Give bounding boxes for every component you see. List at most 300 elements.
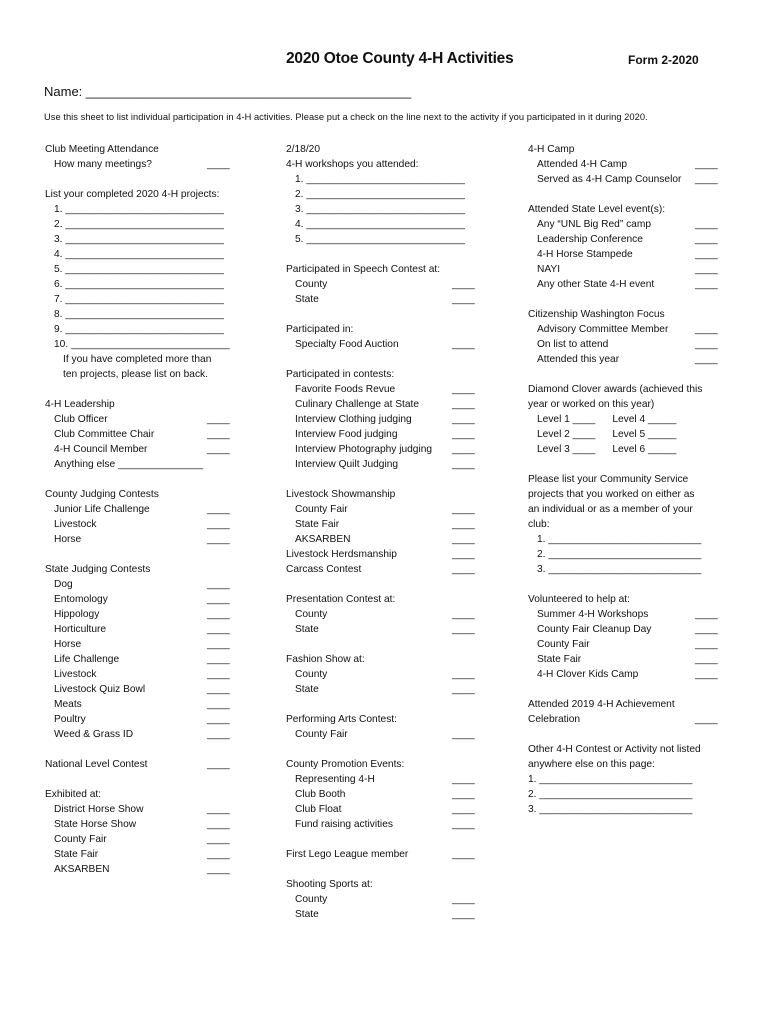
line-label: 2. ___________________________	[528, 789, 693, 800]
line-label: List your completed 2020 4-H projects:	[45, 189, 220, 200]
form-line	[286, 532, 496, 547]
form-line	[45, 427, 245, 442]
form-line	[286, 202, 496, 217]
form-line	[528, 562, 728, 577]
line-label: 4-H Camp	[528, 144, 575, 155]
line-label: AKSARBEN	[54, 864, 110, 875]
line-label: 4-H Clover Kids Camp	[537, 669, 639, 680]
check-line[interactable]: ____	[695, 264, 718, 275]
line-label: Level 1 ____ Level 4 _____	[537, 414, 677, 425]
name-field[interactable]: Name: _____________________________________________	[44, 84, 412, 99]
line-label: Club Meeting Attendance	[45, 144, 159, 155]
check-line[interactable]: ____	[207, 594, 230, 605]
check-line[interactable]: ____	[452, 294, 475, 305]
form-line	[286, 607, 496, 622]
line-label: Fashion Show at:	[286, 654, 365, 665]
line-label: 3. ___________________________	[537, 564, 702, 575]
line-label: County	[295, 279, 328, 290]
line-label: Representing 4-H	[295, 774, 375, 785]
check-line[interactable]: ____	[207, 159, 230, 170]
line-label: Carcass Contest	[286, 564, 362, 575]
line-label: Served as 4-H Camp Counselor	[537, 174, 682, 185]
line-label: 2/18/20	[286, 144, 320, 155]
line-label: 4-H Leadership	[45, 399, 115, 410]
form-line	[45, 847, 245, 862]
spacer	[528, 727, 728, 742]
line-label: County	[295, 609, 328, 620]
check-line[interactable]: ____	[207, 819, 230, 830]
form-line	[528, 652, 728, 667]
spacer	[45, 472, 245, 487]
spacer	[286, 832, 496, 847]
line-label: State	[295, 294, 319, 305]
form-line	[528, 502, 728, 517]
line-label: Poultry	[54, 714, 86, 725]
line-label: 1. ___________________________	[528, 774, 693, 785]
form-line	[286, 787, 496, 802]
form-line	[45, 142, 245, 157]
line-label: Leadership Conference	[537, 234, 643, 245]
check-line[interactable]: ____	[452, 384, 475, 395]
form-line	[286, 367, 496, 382]
check-line[interactable]: ____	[452, 444, 475, 455]
check-line[interactable]: ____	[207, 669, 230, 680]
check-line[interactable]: ____	[207, 624, 230, 635]
check-line[interactable]: ____	[452, 804, 475, 815]
spacer	[286, 352, 496, 367]
line-label: Entomology	[54, 594, 108, 605]
right-column	[528, 142, 728, 817]
line-label: Club Officer	[54, 414, 108, 425]
form-line	[286, 592, 496, 607]
line-label: Attended 4-H Camp	[537, 159, 628, 170]
line-label: Shooting Sports at:	[286, 879, 373, 890]
form-line	[45, 592, 245, 607]
line-label: Level 2 ____ Level 5 _____	[537, 429, 677, 440]
check-line[interactable]: ____	[207, 864, 230, 875]
form-line	[286, 397, 496, 412]
line-label: club:	[528, 519, 550, 530]
line-label: Presentation Contest at:	[286, 594, 396, 605]
line-label: Citizenship Washington Focus	[528, 309, 665, 320]
line-label: Any other State 4-H event	[537, 279, 655, 290]
form-line	[286, 847, 496, 862]
check-line[interactable]: ____	[452, 459, 475, 470]
form-line	[286, 232, 496, 247]
form-line	[45, 652, 245, 667]
check-line[interactable]: ____	[207, 609, 230, 620]
form-line	[528, 262, 728, 277]
check-line[interactable]: ____	[207, 729, 230, 740]
form-line	[45, 247, 245, 262]
form-line	[45, 277, 245, 292]
form-line	[45, 202, 245, 217]
line-label: 1. ____________________________	[295, 174, 465, 185]
check-line[interactable]: ____	[695, 159, 718, 170]
check-line[interactable]: ____	[452, 549, 475, 560]
form-line	[286, 487, 496, 502]
check-line[interactable]: ____	[207, 414, 230, 425]
line-label: 1. ___________________________	[537, 534, 702, 545]
form-line	[45, 517, 245, 532]
check-line[interactable]: ____	[207, 579, 230, 590]
line-label: 4-H Council Member	[54, 444, 148, 455]
form-line	[45, 637, 245, 652]
form-line	[528, 802, 728, 817]
line-label: State	[295, 684, 319, 695]
line-label: 1. ____________________________	[54, 204, 224, 215]
form-line	[45, 232, 245, 247]
line-label: projects that you worked on either as	[528, 489, 695, 500]
line-label: State	[295, 624, 319, 635]
check-line[interactable]: ____	[695, 639, 718, 650]
form-line	[528, 382, 728, 397]
form-line	[45, 757, 245, 772]
check-line[interactable]: ____	[695, 714, 718, 725]
check-line[interactable]: ____	[452, 849, 475, 860]
check-line[interactable]: ____	[452, 339, 475, 350]
check-line[interactable]: ____	[695, 324, 718, 335]
check-line[interactable]: ____	[695, 234, 718, 245]
check-line[interactable]: ____	[452, 399, 475, 410]
line-label: Attended this year	[537, 354, 620, 365]
check-line[interactable]: ____	[207, 519, 230, 530]
line-label: County Judging Contests	[45, 489, 159, 500]
form-line	[286, 667, 496, 682]
form-line	[286, 562, 496, 577]
line-label: Level 3 ____ Level 6 _____	[537, 444, 677, 455]
form-line	[528, 352, 728, 367]
check-line[interactable]: ____	[452, 519, 475, 530]
form-line	[45, 217, 245, 232]
form-line	[45, 562, 245, 577]
line-label: County Fair	[295, 729, 348, 740]
line-label: Livestock Quiz Bowl	[54, 684, 146, 695]
spacer	[286, 247, 496, 262]
spacer	[45, 742, 245, 757]
line-label: Diamond Clover awards (achieved this	[528, 384, 703, 395]
form-line	[286, 727, 496, 742]
form-line	[286, 412, 496, 427]
form-line	[528, 637, 728, 652]
form-line	[286, 907, 496, 922]
form-line	[45, 607, 245, 622]
form-line	[286, 337, 496, 352]
form-line	[45, 337, 245, 352]
spacer	[528, 187, 728, 202]
form-line	[45, 352, 245, 367]
check-line[interactable]: ____	[452, 564, 475, 575]
check-line[interactable]: ____	[695, 609, 718, 620]
check-line[interactable]: ____	[452, 534, 475, 545]
form-line	[528, 172, 728, 187]
line-label: Advisory Committee Member	[537, 324, 669, 335]
form-line	[286, 427, 496, 442]
form-line	[286, 187, 496, 202]
line-label: Culinary Challenge at State	[295, 399, 420, 410]
form-line	[45, 622, 245, 637]
line-label: State Horse Show	[54, 819, 137, 830]
form-line	[528, 427, 728, 442]
middle-column	[286, 142, 496, 922]
form-line	[528, 772, 728, 787]
check-line[interactable]: ____	[695, 249, 718, 260]
spacer	[45, 172, 245, 187]
line-label: an individual or as a member of your	[528, 504, 693, 515]
form-line	[528, 487, 728, 502]
form-line	[45, 397, 245, 412]
line-label: Participated in contests:	[286, 369, 395, 380]
check-line[interactable]: ____	[207, 804, 230, 815]
form-line	[45, 697, 245, 712]
form-line	[45, 667, 245, 682]
check-line[interactable]: ____	[695, 624, 718, 635]
line-label: Dog	[54, 579, 73, 590]
line-label: 3. ____________________________	[295, 204, 465, 215]
form-line	[286, 292, 496, 307]
check-line[interactable]: ____	[207, 534, 230, 545]
spacer	[286, 862, 496, 877]
line-label: 4. ____________________________	[54, 249, 224, 260]
line-label: On list to attend	[537, 339, 609, 350]
form-line	[45, 487, 245, 502]
line-label: 4-H workshops you attended:	[286, 159, 419, 170]
check-line[interactable]: ____	[452, 909, 475, 920]
form-line	[45, 787, 245, 802]
form-line	[528, 742, 728, 757]
check-line[interactable]: ____	[207, 834, 230, 845]
spacer	[286, 472, 496, 487]
check-line[interactable]: ____	[452, 609, 475, 620]
line-label: AKSARBEN	[295, 534, 351, 545]
line-label: Volunteered to help at:	[528, 594, 630, 605]
line-label: NAYI	[537, 264, 561, 275]
check-line[interactable]: ____	[452, 429, 475, 440]
line-label: Horse	[54, 534, 82, 545]
check-line[interactable]: ____	[207, 759, 230, 770]
form-line	[286, 652, 496, 667]
form-line	[45, 712, 245, 727]
check-line[interactable]: ____	[207, 714, 230, 725]
check-line[interactable]: ____	[452, 774, 475, 785]
line-label: Attended State Level event(s):	[528, 204, 666, 215]
form-line	[286, 442, 496, 457]
line-label: Horse	[54, 639, 82, 650]
line-label: 9. ____________________________	[54, 324, 224, 335]
check-line[interactable]: ____	[207, 444, 230, 455]
form-line	[286, 502, 496, 517]
check-line[interactable]: ____	[695, 219, 718, 230]
form-line	[528, 547, 728, 562]
line-label: State Fair	[537, 654, 582, 665]
line-label: Attended 2019 4-H Achievement	[528, 699, 675, 710]
line-label: Livestock Showmanship	[286, 489, 396, 500]
line-label: Interview Quilt Judging	[295, 459, 399, 470]
check-line[interactable]: ____	[695, 174, 718, 185]
line-label: Please list your Community Service	[528, 474, 689, 485]
line-label: Interview Food judging	[295, 429, 398, 440]
form-line	[528, 712, 728, 727]
spacer	[45, 382, 245, 397]
instructions: Use this sheet to list individual participation in 4-H activities. Please put a check on the line next to the activity if you participated in it during 2020.	[44, 112, 648, 122]
line-label: County	[295, 669, 328, 680]
line-label: Participated in:	[286, 324, 354, 335]
form-line	[45, 187, 245, 202]
line-label: Livestock	[54, 519, 97, 530]
check-line[interactable]: ____	[207, 654, 230, 665]
line-label: 6. ____________________________	[54, 279, 224, 290]
form-line	[286, 217, 496, 232]
line-label: Interview Photography judging	[295, 444, 433, 455]
check-line[interactable]: ____	[207, 684, 230, 695]
form-number: Form 2-2020	[628, 53, 699, 67]
form-line	[528, 337, 728, 352]
line-label: Specialty Food Auction	[295, 339, 399, 350]
line-label: 5. ____________________________	[54, 264, 224, 275]
line-label: National Level Contest	[45, 759, 148, 770]
form-line	[528, 622, 728, 637]
line-label: 4-H Horse Stampede	[537, 249, 633, 260]
form-line	[286, 802, 496, 817]
spacer	[286, 697, 496, 712]
check-line[interactable]: ____	[207, 849, 230, 860]
form-line	[286, 517, 496, 532]
line-label: 2. ____________________________	[54, 219, 224, 230]
form-line	[528, 667, 728, 682]
form-line	[528, 142, 728, 157]
check-line[interactable]: ____	[452, 414, 475, 425]
check-line[interactable]: ____	[452, 819, 475, 830]
check-line[interactable]: ____	[452, 624, 475, 635]
line-label: Club Committee Chair	[54, 429, 155, 440]
form-line	[528, 787, 728, 802]
form-line	[286, 877, 496, 892]
form-line	[286, 682, 496, 697]
line-label: year or worked on this year)	[528, 399, 655, 410]
form-line	[45, 292, 245, 307]
spacer	[528, 682, 728, 697]
spacer	[528, 577, 728, 592]
form-line	[528, 412, 728, 427]
line-label: Summer 4-H Workshops	[537, 609, 649, 620]
form-line	[528, 217, 728, 232]
form-line	[286, 322, 496, 337]
check-line[interactable]: ____	[695, 279, 718, 290]
check-line[interactable]: ____	[207, 699, 230, 710]
form-line	[286, 142, 496, 157]
check-line[interactable]: ____	[452, 504, 475, 515]
form-line	[45, 307, 245, 322]
line-label: Hippology	[54, 609, 100, 620]
check-line[interactable]: ____	[695, 354, 718, 365]
form-line	[528, 202, 728, 217]
check-line[interactable]: ____	[452, 669, 475, 680]
line-label: How many meetings?	[54, 159, 152, 170]
spacer	[286, 577, 496, 592]
line-label: County Fair	[54, 834, 107, 845]
form-line	[45, 862, 245, 877]
check-line[interactable]: ____	[207, 504, 230, 515]
line-label: Meats	[54, 699, 82, 710]
line-label: Horticulture	[54, 624, 107, 635]
spacer	[45, 547, 245, 562]
line-label: Life Challenge	[54, 654, 120, 665]
form-line	[528, 532, 728, 547]
form-line	[45, 727, 245, 742]
form-line	[45, 262, 245, 277]
line-label: Performing Arts Contest:	[286, 714, 397, 725]
form-line	[528, 307, 728, 322]
form-line	[286, 757, 496, 772]
form-line	[528, 757, 728, 772]
form-line	[45, 322, 245, 337]
line-label: First Lego League member	[286, 849, 409, 860]
form-line	[528, 277, 728, 292]
line-label: Other 4-H Contest or Activity not listed	[528, 744, 701, 755]
form-line	[528, 157, 728, 172]
line-label: State	[295, 909, 319, 920]
line-label: Anything else _______________	[54, 459, 203, 470]
check-line[interactable]: ____	[452, 279, 475, 290]
spacer	[528, 367, 728, 382]
form-line	[45, 802, 245, 817]
line-label: 5. ____________________________	[295, 234, 465, 245]
line-label: Club Float	[295, 804, 342, 815]
line-label: 4. ____________________________	[295, 219, 465, 230]
check-line[interactable]: ____	[207, 429, 230, 440]
form-line	[45, 457, 245, 472]
line-label: Exhibited at:	[45, 789, 102, 800]
spacer	[528, 292, 728, 307]
line-label: Junior Life Challenge	[54, 504, 150, 515]
check-line[interactable]: ____	[452, 789, 475, 800]
form-line	[528, 232, 728, 247]
page-title: 2020 Otoe County 4-H Activities	[286, 50, 514, 67]
form-line	[286, 172, 496, 187]
check-line[interactable]: ____	[695, 339, 718, 350]
line-label: Favorite Foods Revue	[295, 384, 396, 395]
form-line	[286, 262, 496, 277]
check-line[interactable]: ____	[695, 654, 718, 665]
form-line	[286, 817, 496, 832]
line-label: Livestock	[54, 669, 97, 680]
check-line[interactable]: ____	[452, 729, 475, 740]
form-line	[286, 622, 496, 637]
line-label: If you have completed more than	[63, 354, 212, 365]
form-line	[528, 442, 728, 457]
form-line	[286, 772, 496, 787]
form-line	[528, 607, 728, 622]
line-label: 2. ___________________________	[537, 549, 702, 560]
line-label: anywhere else on this page:	[528, 759, 655, 770]
form-line	[45, 817, 245, 832]
line-label: Celebration	[528, 714, 581, 725]
line-label: Club Booth	[295, 789, 346, 800]
line-label: State Judging Contests	[45, 564, 151, 575]
line-label: 7. ____________________________	[54, 294, 224, 305]
form-line	[528, 697, 728, 712]
line-label: ten projects, please list on back.	[63, 369, 208, 380]
line-label: 3. ___________________________	[528, 804, 693, 815]
check-line[interactable]: ____	[207, 639, 230, 650]
check-line[interactable]: ____	[452, 684, 475, 695]
check-line[interactable]: ____	[695, 669, 718, 680]
line-label: Any “UNL Big Red” camp	[537, 219, 651, 230]
check-line[interactable]: ____	[452, 894, 475, 905]
line-label: 3. ____________________________	[54, 234, 224, 245]
line-label: County Fair	[295, 504, 348, 515]
line-label: 2. ____________________________	[295, 189, 465, 200]
